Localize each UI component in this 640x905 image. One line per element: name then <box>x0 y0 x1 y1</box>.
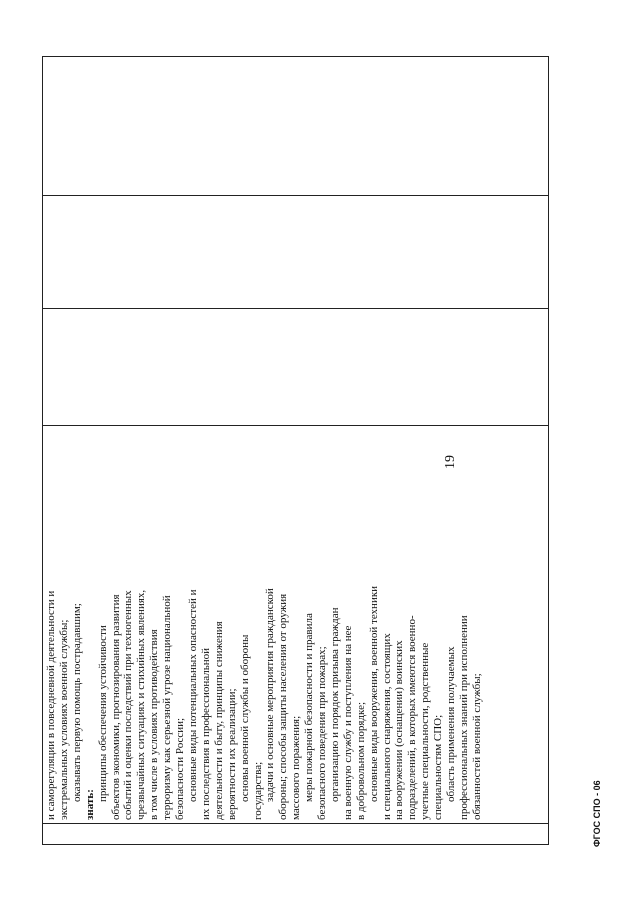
competency-table <box>42 56 549 845</box>
text-line: обязанностей военной службы; <box>470 673 483 820</box>
text-line: объектов экономики, прогнозирования развития <box>109 594 122 820</box>
text-line: специальностям СПО; <box>432 714 445 820</box>
text-line: государства; <box>251 761 264 820</box>
text-line: на военную службу и поступления на нее <box>341 625 354 820</box>
text-line: знать: <box>83 789 96 820</box>
text-line: основные виды вооружения, военной техники <box>367 585 380 802</box>
text-line: и специального снаряжения, состоящих <box>380 633 393 820</box>
text-line: деятельности и быту, принципы снижения <box>212 621 225 820</box>
text-line: в добровольном порядке; <box>354 701 367 820</box>
text-line: задачи и основные мероприятия гражданской <box>264 588 277 802</box>
text-line: экстремальных условиях военной службы; <box>57 619 70 820</box>
text-line: оказывать первую помощь пострадавшим; <box>70 603 83 802</box>
footer-code: ФГОС СПО - 06 <box>592 780 602 847</box>
text-line: профессиональных знаний при исполнении <box>458 615 470 820</box>
table-cell-empty <box>43 309 549 426</box>
text-line: принципы обеспечения устойчивости <box>96 625 109 802</box>
text-line: вероятности их реализации; <box>225 688 238 820</box>
content-text <box>43 426 486 823</box>
text-line: терроризму как серьезной угрозе национальной <box>161 595 174 820</box>
text-line: их последствия в профессиональной <box>199 648 212 820</box>
text-line: подразделений, в которых имеются военно- <box>406 615 419 820</box>
text-line: чрезвычайных ситуациях и стихийных явлениях, <box>135 589 148 820</box>
text-line: безопасности России; <box>174 717 187 820</box>
table-row <box>43 57 549 845</box>
text-line: массового поражения; <box>290 715 303 820</box>
table-cell-content <box>43 426 549 824</box>
text-line: обороны; способы защиты населения от оружия <box>277 593 290 820</box>
text-line: основы военной службы и обороны <box>238 634 251 802</box>
page-number: 19 <box>443 455 458 469</box>
text-line: меры пожарной безопасности и правила <box>303 613 316 802</box>
table-cell-empty <box>43 57 549 196</box>
text-line: событий и оценки последствий при техногенных <box>122 590 135 820</box>
text-line: организацию и порядок призыва граждан <box>328 607 341 802</box>
text-line: учетные специальности, родственные <box>419 642 432 820</box>
text-line: и саморегуляции в повседневной деятельности и <box>45 590 57 820</box>
table-cell-empty <box>43 196 549 309</box>
text-line: на вооружении (оснащении) воинских <box>393 640 406 820</box>
text-line: в том числе в условиях противодействия <box>148 629 161 820</box>
text-line: безопасного поведения при пожарах; <box>316 646 329 820</box>
text-line: основные виды потенциальных опасностей и <box>186 589 199 802</box>
text-line: область применения получаемых <box>445 646 458 802</box>
table-cell-code <box>43 824 549 845</box>
